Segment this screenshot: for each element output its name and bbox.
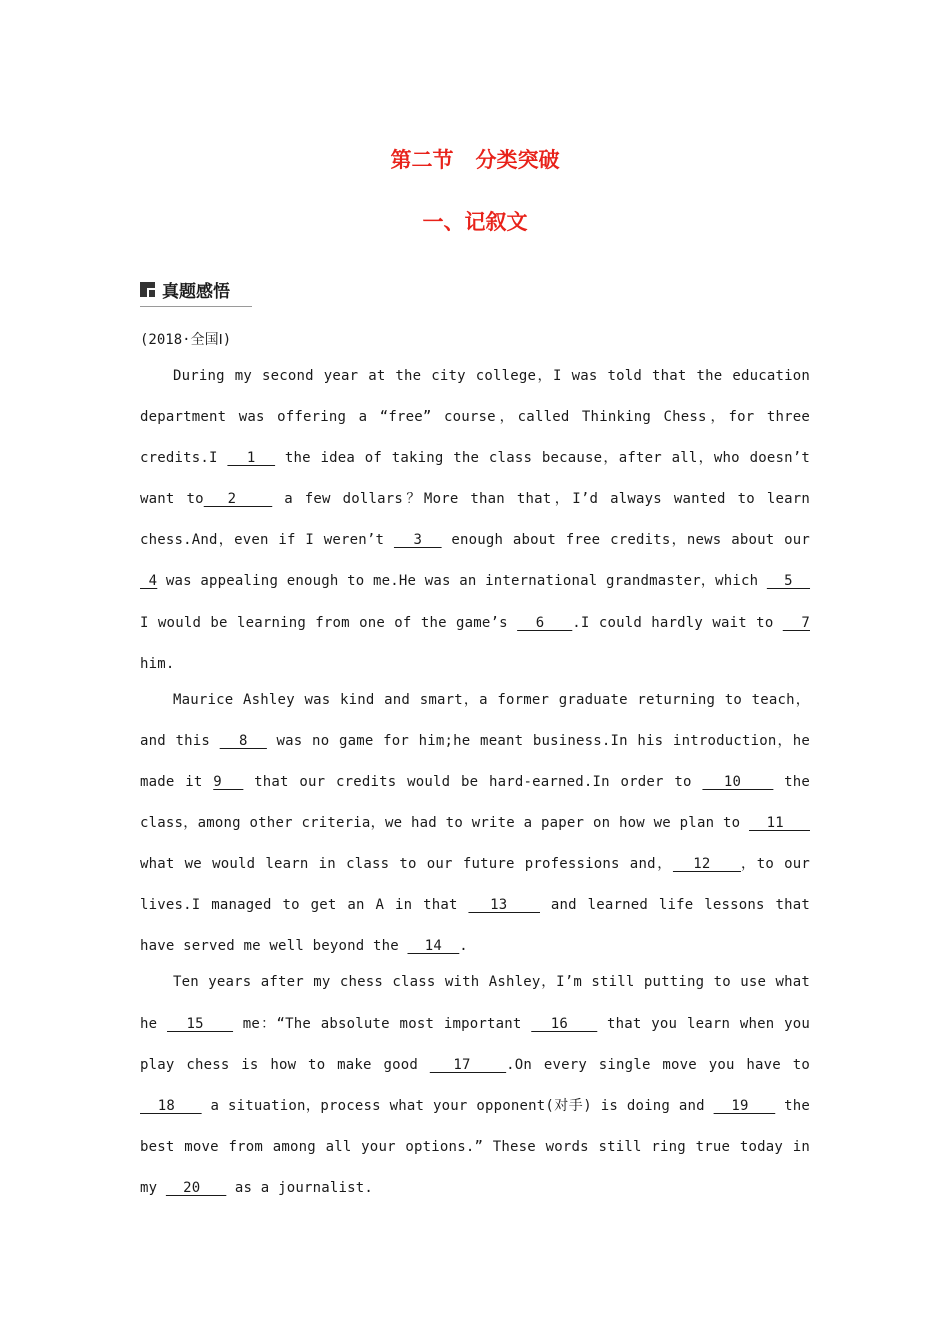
passage-text: him. xyxy=(140,655,175,672)
exam-source: (2018·全国Ⅰ) xyxy=(140,332,232,348)
section-name: 分类突破 xyxy=(475,148,560,172)
corner-flag-icon xyxy=(140,282,155,297)
passage-text: .I could hardly wait to xyxy=(572,614,783,631)
cloze-blank: 14 xyxy=(407,938,460,955)
paragraph xyxy=(140,962,810,1209)
passage-text: what we would learn in class to our future professions and， xyxy=(140,856,673,873)
passage-text: was appealing enough to me.He was an international grandmaster，which xyxy=(157,573,767,590)
cloze-blank: 19 xyxy=(713,1097,776,1114)
passage-text: and learned life lessons that have served me well beyond the xyxy=(140,897,810,955)
passage-text: . xyxy=(459,938,468,955)
passage-text: ，to our lives.I managed to get an A in that xyxy=(140,856,811,914)
passage-text: enough about free credits，news about our xyxy=(441,532,810,549)
cloze-blank: 20 xyxy=(165,1179,227,1196)
cloze-blank: 15 xyxy=(167,1015,234,1032)
cloze-blank: 4 xyxy=(140,573,158,590)
passage-text: Maurice Ashley was kind and smart，a former graduate returning to teach，and this xyxy=(140,691,810,749)
section-heading xyxy=(140,277,252,307)
paragraph xyxy=(140,356,810,685)
cloze-blank: 7 xyxy=(782,614,810,631)
passage-text: the class，among other criteria，we had to write a paper on how we plan to xyxy=(140,773,810,832)
passage-text: During my second year at the city college，I was told that the education department was offering a “free” course，called Thinking Chess，for three credits.I xyxy=(140,368,810,467)
cloze-blank: 10 xyxy=(702,773,774,790)
cloze-blank: 18 xyxy=(140,1097,202,1114)
subsection-title: 一、记叙文 xyxy=(422,210,528,234)
cloze-blank: 12 xyxy=(672,856,741,873)
cloze-blank: 6 xyxy=(517,614,573,631)
passage-text: I would be learning from one of the game’s xyxy=(140,614,518,631)
cloze-blank: 16 xyxy=(531,1015,598,1032)
cloze-blank: 5 xyxy=(766,573,811,590)
section-number: 第二节 xyxy=(390,148,454,172)
passage-text: the idea of taking the class because，after all，who doesn’t want to xyxy=(140,450,810,508)
passage-text: was no game for him;he meant business.In his introduction，he made it xyxy=(140,732,810,790)
section-title xyxy=(0,144,950,174)
passage-text: that our credits would be hard-earned.In order to xyxy=(243,773,703,790)
cloze-blank: 13 xyxy=(468,897,540,914)
passage-text: the best move from among all your options.” These words still ring true today in my xyxy=(140,1097,810,1196)
cloze-blank: 3 xyxy=(393,532,442,549)
passage-text: as a journalist. xyxy=(226,1179,373,1196)
section-heading-label: 真题感悟 xyxy=(162,282,230,302)
cloze-blank: 11 xyxy=(749,815,810,832)
passage-text: a situation，process what your opponent(对手) is doing and xyxy=(201,1097,714,1114)
paragraph xyxy=(140,680,810,968)
passage-text: .On every single move you have to xyxy=(506,1056,811,1073)
passage-text: Ten years after my chess class with Ashley，I’m still putting to use what he xyxy=(140,974,810,1032)
passage-text: a few dollars？More than that，I’d always wanted to learn chess.And，even if I weren’t xyxy=(140,491,810,549)
passage-text: me：“The absolute most important xyxy=(233,1015,532,1032)
cloze-blank: 17 xyxy=(429,1056,507,1073)
cloze-blank: 1 xyxy=(227,450,276,467)
cloze-blank: 2 xyxy=(203,491,273,508)
passage-text: that you learn when you play chess is how to make good xyxy=(140,1015,810,1073)
article-body xyxy=(140,356,810,1209)
cloze-blank: 9 xyxy=(213,773,244,790)
cloze-blank: 8 xyxy=(219,732,267,749)
